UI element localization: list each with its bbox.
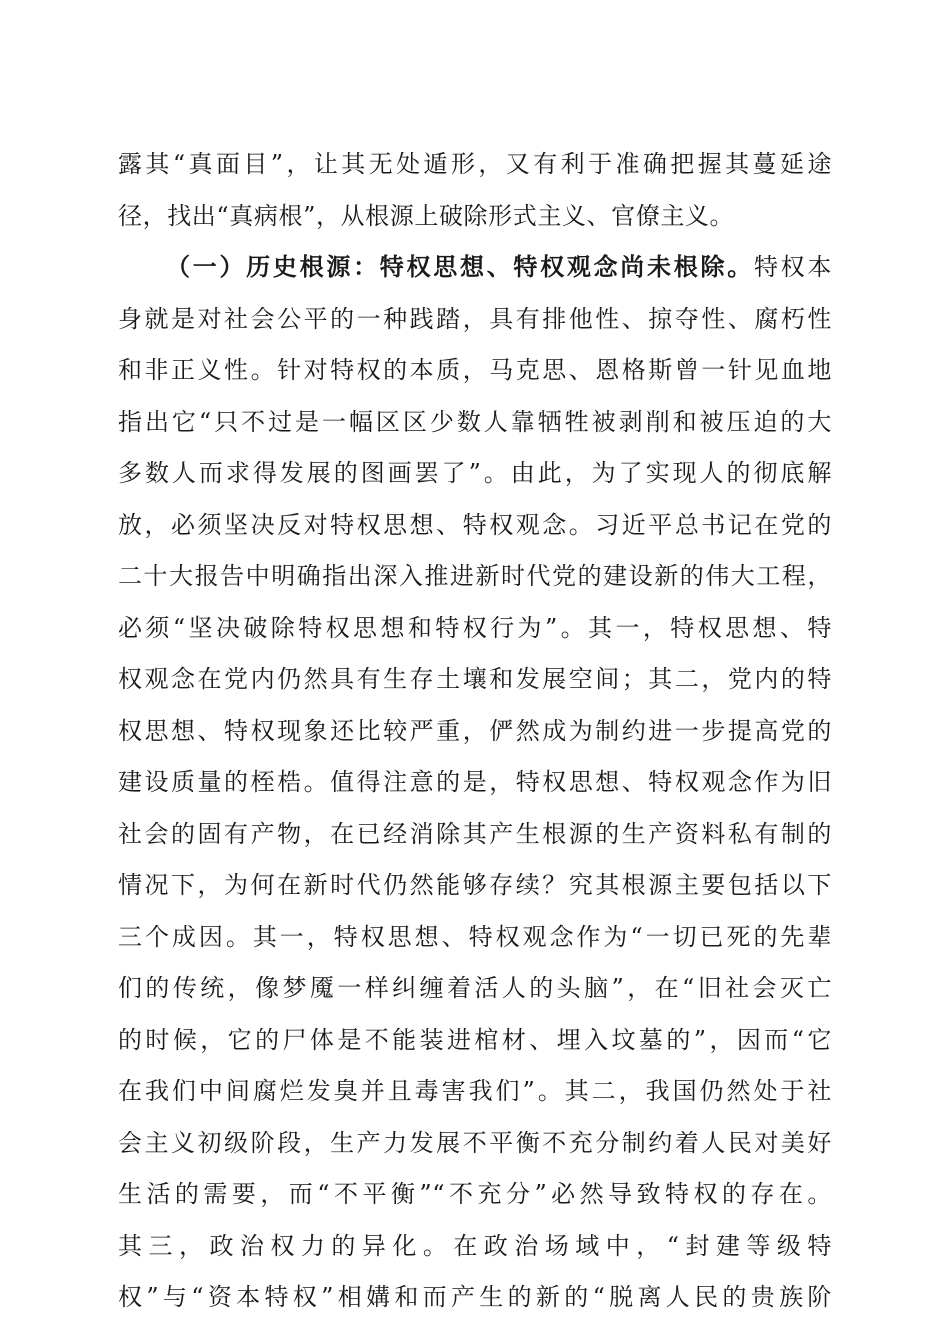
text-line: 建设质量的桎梏。值得注意的是，特权思想、特权观念作为旧 [118,768,832,796]
text-line: 生活的需要，而“不平衡”“不充分”必然导致特权的存在。 [118,1180,832,1208]
text-line: 指出它“只不过是一幅区区少数人靠牺牲被剥削和被压迫的大 [118,407,832,436]
text-line: 会主义初级阶段，生产力发展不平衡不充分制约着人民对美好 [118,1128,832,1157]
text-line: 们的传统，像梦魇一样纠缠着活人的头脑”，在“旧社会灭亡 [118,974,832,1002]
text-line: 其三，政治权力的异化。在政治场域中，“封建等级特 [118,1231,832,1260]
heading-trailing-text: 特权本 [753,253,832,281]
text-line: 身就是对社会公平的一种践踏，具有排他性、掠夺性、腐朽性 [118,304,832,333]
text-line: 三个成因。其一，特权思想、特权观念作为“一切已死的先辈 [118,922,832,951]
text-line: 二十大报告中明确指出深入推进新时代党的建设新的伟大工程， [118,562,832,590]
text-line: 和非正义性。针对特权的本质，马克思、恩格斯曾一针见血地 [118,356,832,384]
text-line: 径，找出“真病根”，从根源上破除形式主义、官僚主义。 [118,201,735,230]
text-line: 露其“真面目”，让其无处遁形，又有利于准确把握其蔓延途 [118,150,832,178]
text-line: 在我们中间腐烂发臭并且毒害我们”。其二，我国仍然处于社 [118,1077,832,1105]
section-heading: （一）历史根源：特权思想、特权观念尚未根除。 [166,253,754,281]
text-line: 社会的固有产物，在已经消除其产生根源的生产资料私有制的 [118,819,832,848]
text-line: 情况下，为何在新时代仍然能够存续？究其根源主要包括以下 [118,871,832,899]
text-line: 权思想、特权现象还比较严重，俨然成为制约进一步提高党的 [118,716,832,745]
text-line: 多数人而求得发展的图画罢了”。由此，为了实现人的彻底解 [118,459,832,487]
text-line: 权”与“资本特权”相媾和而产生的新的“脱离人民的贵族阶 [118,1283,832,1311]
text-line: 权观念在党内仍然具有生存土壤和发展空间；其二，党内的特 [118,665,832,693]
section-heading-line [118,249,832,301]
text-line: 必须“坚决破除特权思想和特权行为”。其一，特权思想、特 [118,613,832,642]
text-line: 放，必须坚决反对特权思想、特权观念。习近平总书记在党的 [118,510,832,539]
text-line: 的时候，它的尸体是不能装进棺材、埋入坟墓的”，因而“它 [118,1025,832,1054]
document-body [118,146,832,1331]
